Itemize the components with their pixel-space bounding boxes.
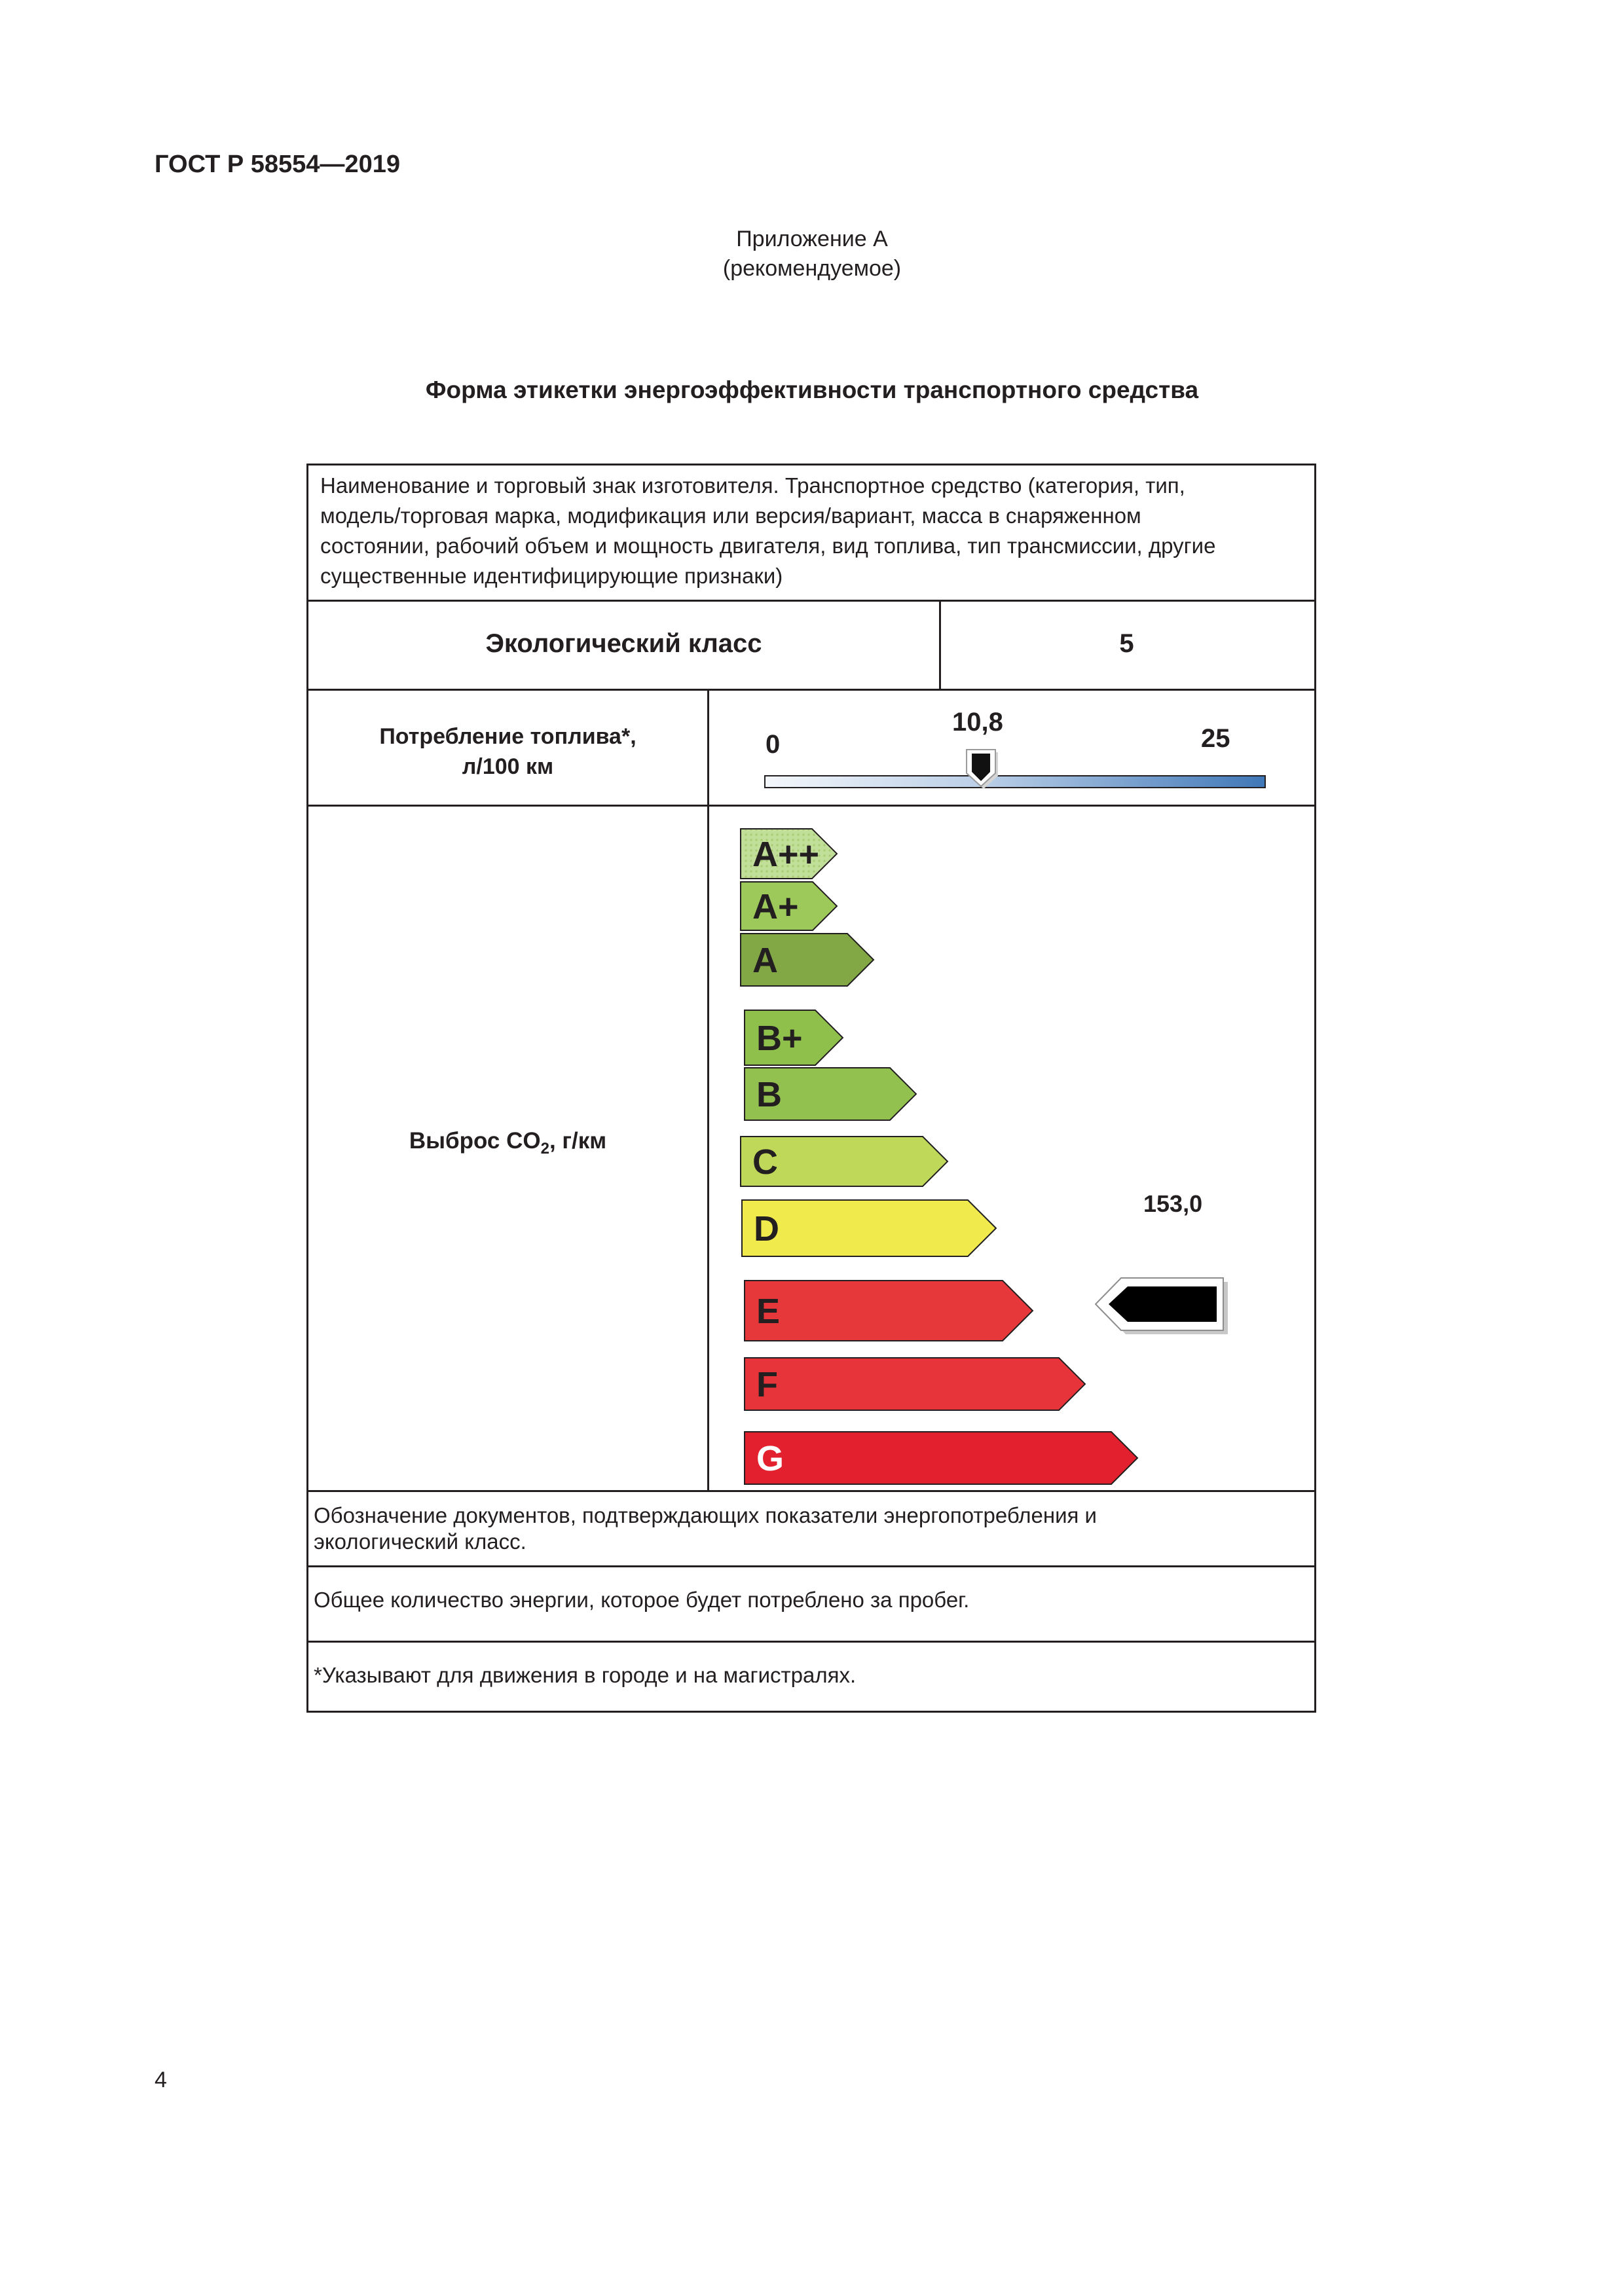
class-arrow-d — [742, 1200, 996, 1256]
class-letter-label: E — [756, 1292, 781, 1331]
class-arrow-f — [745, 1358, 1085, 1410]
co2-label-subscript: 2 — [540, 1140, 549, 1157]
co2-label-main: Выброс CO — [409, 1128, 541, 1154]
fuel-scale-max: 25 — [1201, 724, 1230, 753]
class-arrow-e — [745, 1281, 1033, 1341]
appendix-title: Приложение А — [736, 227, 888, 251]
energy-note: Общее количество энергии, которое будет потреблено за пробег. — [314, 1588, 970, 1612]
manufacturer-info-line: состоянии, рабочий объем и мощность двигателя, вид топлива, тип трансмиссии, другие — [320, 534, 1216, 558]
class-letter-label: F — [756, 1365, 778, 1404]
documents-note-line: экологический класс. — [314, 1529, 526, 1554]
class-letter-label: D — [754, 1209, 779, 1248]
eco-class-label: Экологический класс — [485, 629, 762, 658]
eco-class-value: 5 — [1119, 629, 1134, 658]
documents-note-line: Обозначение документов, подтверждающих показатели энергопотребления и — [314, 1503, 1097, 1527]
class-letter-label: G — [756, 1439, 784, 1478]
class-letter-label: B — [756, 1075, 782, 1114]
class-letter-label: A++ — [752, 835, 820, 874]
class-letter-label: C — [752, 1142, 778, 1182]
energy-label-table — [306, 464, 1316, 1713]
label-graphics — [308, 465, 1318, 1715]
appendix-status: (рекомендуемое) — [722, 256, 902, 281]
class-letter-label: B+ — [756, 1019, 803, 1058]
manufacturer-info-line: модель/торговая марка, модификация или версия/вариант, масса в снаряженном — [320, 503, 1141, 528]
standard-header: ГОСТ Р 58554—2019 — [155, 151, 400, 178]
class-arrow-g — [745, 1432, 1137, 1484]
manufacturer-info-line: существенные идентифицирующие признаки) — [320, 564, 783, 588]
fuel-label-unit: л/100 км — [462, 754, 554, 779]
fuel-scale-min: 0 — [766, 730, 781, 759]
fuel-label-line: Потребление топлива*, — [379, 724, 637, 749]
co2-emission-value: 153,0 — [1143, 1190, 1203, 1217]
class-letter-label: A — [752, 941, 778, 980]
fuel-scale-bar — [765, 776, 1265, 788]
page-number: 4 — [155, 2068, 167, 2092]
form-title: Форма этикетки энергоэффективности транспортного средства — [425, 376, 1199, 403]
class-letter-label: A+ — [752, 887, 799, 926]
footnote: *Указывают для движения в городе и на магистралях. — [314, 1663, 857, 1687]
manufacturer-info-line: Наименование и торговый знак изготовителя. Транспортное средство (категория, тип, — [320, 473, 1185, 498]
co2-label-unit: , г/км — [549, 1128, 607, 1154]
fuel-scale-value: 10,8 — [952, 708, 1003, 737]
co2-pointer-arrow — [1096, 1278, 1228, 1334]
